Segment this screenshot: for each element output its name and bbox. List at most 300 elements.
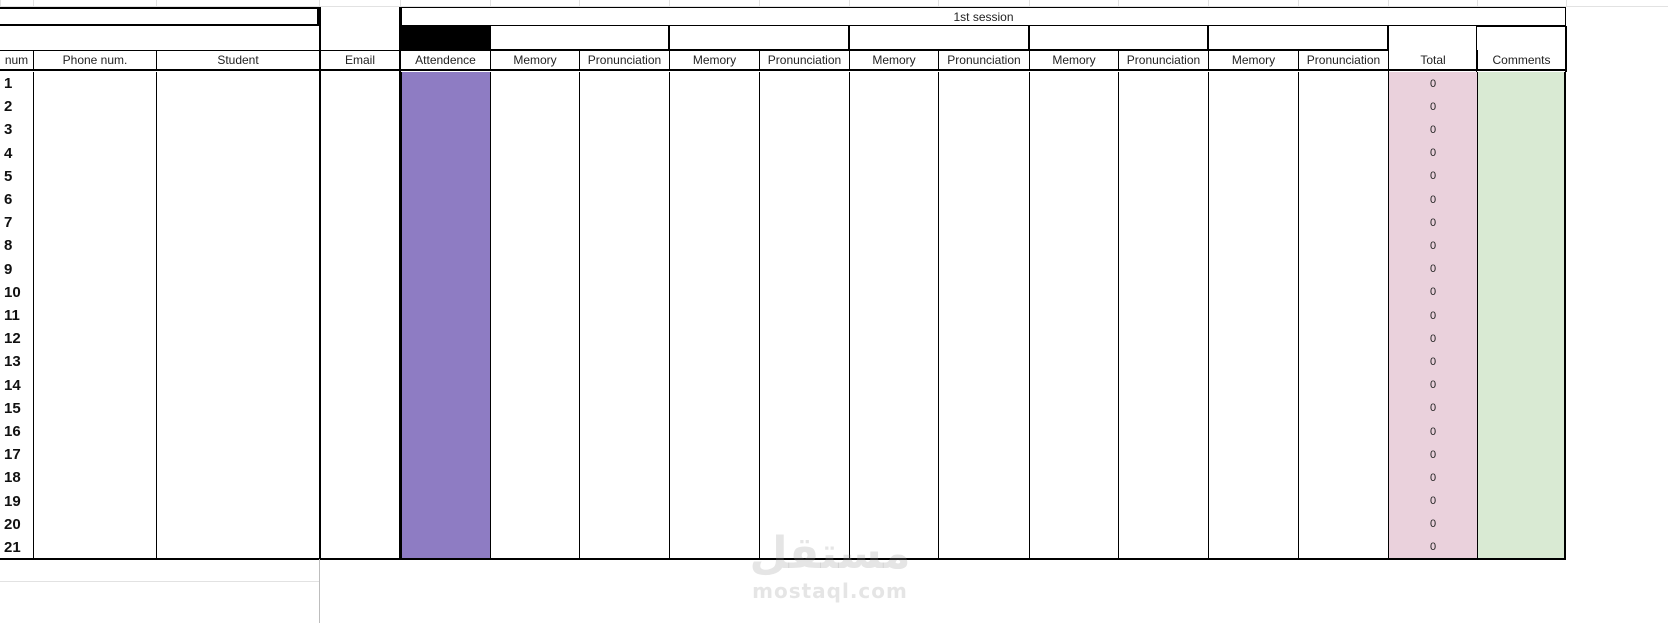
memory-cell[interactable] <box>1208 513 1298 537</box>
memory-cell[interactable] <box>1208 165 1298 189</box>
student-cell[interactable] <box>156 304 319 328</box>
pronunciation-cell[interactable] <box>579 281 669 305</box>
total-cell[interactable]: 0 <box>1388 258 1477 282</box>
memory-cell[interactable] <box>669 142 759 166</box>
memory-cell[interactable] <box>849 95 938 119</box>
pronunciation-cell[interactable] <box>1118 420 1208 444</box>
total-cell[interactable]: 0 <box>1388 165 1477 189</box>
phone-cell[interactable] <box>33 188 156 212</box>
student-cell[interactable] <box>156 420 319 444</box>
pronunciation-cell[interactable] <box>1298 118 1388 142</box>
pronunciation-cell[interactable] <box>1298 95 1388 119</box>
pronunciation-cell[interactable] <box>938 466 1029 490</box>
memory-cell[interactable] <box>669 165 759 189</box>
comments-cell[interactable] <box>1477 397 1566 421</box>
comments-cell[interactable] <box>1477 72 1566 96</box>
comments-cell[interactable] <box>1477 513 1566 537</box>
memory-cell[interactable] <box>849 420 938 444</box>
column-header-comments[interactable]: Comments <box>1477 50 1567 71</box>
pronunciation-cell[interactable] <box>1118 443 1208 467</box>
memory-cell[interactable] <box>1029 536 1118 560</box>
pronunciation-cell[interactable] <box>579 95 669 119</box>
phone-cell[interactable] <box>33 327 156 351</box>
assessment-group-header[interactable] <box>1208 26 1388 50</box>
phone-cell[interactable] <box>33 513 156 537</box>
pronunciation-cell[interactable] <box>759 211 849 235</box>
pronunciation-cell[interactable] <box>938 234 1029 258</box>
pronunciation-cell[interactable] <box>759 118 849 142</box>
student-cell[interactable] <box>156 95 319 119</box>
email-cell[interactable] <box>319 258 400 282</box>
total-cell[interactable]: 0 <box>1388 281 1477 305</box>
pronunciation-cell[interactable] <box>1118 327 1208 351</box>
column-header-pronunciation[interactable]: Pronunciation <box>1298 50 1388 71</box>
pronunciation-cell[interactable] <box>759 72 849 96</box>
attendance-cell[interactable] <box>400 327 490 351</box>
pronunciation-cell[interactable] <box>938 304 1029 328</box>
attendance-cell[interactable] <box>400 188 490 212</box>
memory-cell[interactable] <box>1208 234 1298 258</box>
total-cell[interactable]: 0 <box>1388 420 1477 444</box>
pronunciation-cell[interactable] <box>759 281 849 305</box>
attendance-cell[interactable] <box>400 165 490 189</box>
memory-cell[interactable] <box>1029 304 1118 328</box>
memory-cell[interactable] <box>490 165 579 189</box>
comments-cell[interactable] <box>1477 536 1566 560</box>
pronunciation-cell[interactable] <box>1118 397 1208 421</box>
memory-cell[interactable] <box>490 374 579 398</box>
email-cell[interactable] <box>319 513 400 537</box>
column-header-num[interactable]: num <box>0 50 33 71</box>
pronunciation-cell[interactable] <box>759 95 849 119</box>
phone-cell[interactable] <box>33 466 156 490</box>
pronunciation-cell[interactable] <box>1118 350 1208 374</box>
pronunciation-cell[interactable] <box>1118 536 1208 560</box>
pronunciation-cell[interactable] <box>1298 165 1388 189</box>
memory-cell[interactable] <box>490 513 579 537</box>
memory-cell[interactable] <box>669 188 759 212</box>
memory-cell[interactable] <box>490 466 579 490</box>
pronunciation-cell[interactable] <box>1118 188 1208 212</box>
attendance-cell[interactable] <box>400 304 490 328</box>
memory-cell[interactable] <box>1208 281 1298 305</box>
column-header-memory[interactable]: Memory <box>669 50 759 71</box>
email-cell[interactable] <box>319 490 400 514</box>
pronunciation-cell[interactable] <box>1298 490 1388 514</box>
memory-cell[interactable] <box>1208 536 1298 560</box>
total-cell[interactable]: 0 <box>1388 72 1477 96</box>
memory-cell[interactable] <box>849 188 938 212</box>
comments-cell[interactable] <box>1477 490 1566 514</box>
email-cell[interactable] <box>319 420 400 444</box>
pronunciation-cell[interactable] <box>1298 327 1388 351</box>
comments-cell[interactable] <box>1477 142 1566 166</box>
comments-cell[interactable] <box>1477 234 1566 258</box>
phone-cell[interactable] <box>33 211 156 235</box>
column-header-total[interactable]: Total <box>1388 50 1477 71</box>
pronunciation-cell[interactable] <box>759 350 849 374</box>
comments-cell[interactable] <box>1477 211 1566 235</box>
pronunciation-cell[interactable] <box>938 165 1029 189</box>
pronunciation-cell[interactable] <box>1118 258 1208 282</box>
pronunciation-cell[interactable] <box>1298 211 1388 235</box>
memory-cell[interactable] <box>1029 165 1118 189</box>
attendance-cell[interactable] <box>400 420 490 444</box>
memory-cell[interactable] <box>1208 95 1298 119</box>
memory-cell[interactable] <box>849 466 938 490</box>
memory-cell[interactable] <box>1208 188 1298 212</box>
memory-cell[interactable] <box>1029 281 1118 305</box>
student-cell[interactable] <box>156 211 319 235</box>
memory-cell[interactable] <box>490 258 579 282</box>
pronunciation-cell[interactable] <box>1118 118 1208 142</box>
memory-cell[interactable] <box>669 281 759 305</box>
attendance-cell[interactable] <box>400 443 490 467</box>
pronunciation-cell[interactable] <box>938 281 1029 305</box>
memory-cell[interactable] <box>1029 234 1118 258</box>
pronunciation-cell[interactable] <box>938 397 1029 421</box>
assessment-group-header[interactable] <box>669 26 849 50</box>
pronunciation-cell[interactable] <box>1118 281 1208 305</box>
assessment-group-header[interactable] <box>1029 26 1208 50</box>
pronunciation-cell[interactable] <box>759 397 849 421</box>
pronunciation-cell[interactable] <box>1298 281 1388 305</box>
student-cell[interactable] <box>156 258 319 282</box>
pronunciation-cell[interactable] <box>938 211 1029 235</box>
pronunciation-cell[interactable] <box>579 536 669 560</box>
memory-cell[interactable] <box>490 142 579 166</box>
memory-cell[interactable] <box>669 258 759 282</box>
attendance-cell[interactable] <box>400 490 490 514</box>
memory-cell[interactable] <box>1029 420 1118 444</box>
pronunciation-cell[interactable] <box>1298 536 1388 560</box>
pronunciation-cell[interactable] <box>938 490 1029 514</box>
pronunciation-cell[interactable] <box>1118 466 1208 490</box>
pronunciation-cell[interactable] <box>579 397 669 421</box>
student-cell[interactable] <box>156 443 319 467</box>
memory-cell[interactable] <box>669 304 759 328</box>
pronunciation-cell[interactable] <box>759 304 849 328</box>
student-cell[interactable] <box>156 536 319 560</box>
assessment-group-header[interactable] <box>490 26 669 50</box>
memory-cell[interactable] <box>490 327 579 351</box>
column-header-pronunciation[interactable]: Pronunciation <box>759 50 849 71</box>
comments-cell[interactable] <box>1477 95 1566 119</box>
email-cell[interactable] <box>319 118 400 142</box>
comments-cell[interactable] <box>1477 466 1566 490</box>
memory-cell[interactable] <box>1029 397 1118 421</box>
memory-cell[interactable] <box>1029 211 1118 235</box>
memory-cell[interactable] <box>1208 142 1298 166</box>
memory-cell[interactable] <box>1029 95 1118 119</box>
email-cell[interactable] <box>319 350 400 374</box>
pronunciation-cell[interactable] <box>1298 234 1388 258</box>
phone-cell[interactable] <box>33 304 156 328</box>
attendance-cell[interactable] <box>400 95 490 119</box>
memory-cell[interactable] <box>490 304 579 328</box>
attendance-cell[interactable] <box>400 258 490 282</box>
pronunciation-cell[interactable] <box>938 95 1029 119</box>
memory-cell[interactable] <box>1208 304 1298 328</box>
memory-cell[interactable] <box>1029 188 1118 212</box>
pronunciation-cell[interactable] <box>1118 165 1208 189</box>
pronunciation-cell[interactable] <box>579 513 669 537</box>
pronunciation-cell[interactable] <box>1298 304 1388 328</box>
pronunciation-cell[interactable] <box>579 490 669 514</box>
total-cell[interactable]: 0 <box>1388 118 1477 142</box>
student-cell[interactable] <box>156 513 319 537</box>
pronunciation-cell[interactable] <box>938 536 1029 560</box>
comments-cell[interactable] <box>1477 374 1566 398</box>
column-header-phone[interactable]: Phone num. <box>33 50 156 71</box>
memory-cell[interactable] <box>1029 443 1118 467</box>
memory-cell[interactable] <box>669 95 759 119</box>
memory-cell[interactable] <box>849 490 938 514</box>
pronunciation-cell[interactable] <box>1118 142 1208 166</box>
memory-cell[interactable] <box>1029 327 1118 351</box>
phone-cell[interactable] <box>33 72 156 96</box>
column-header-pronunciation[interactable]: Pronunciation <box>1118 50 1208 71</box>
pronunciation-cell[interactable] <box>759 234 849 258</box>
attendance-cell[interactable] <box>400 72 490 96</box>
pronunciation-cell[interactable] <box>938 258 1029 282</box>
pronunciation-cell[interactable] <box>1118 513 1208 537</box>
pronunciation-cell[interactable] <box>579 304 669 328</box>
pronunciation-cell[interactable] <box>1298 72 1388 96</box>
column-header-memory[interactable]: Memory <box>849 50 938 71</box>
pronunciation-cell[interactable] <box>1298 350 1388 374</box>
column-header-pronunciation[interactable]: Pronunciation <box>938 50 1029 71</box>
phone-cell[interactable] <box>33 118 156 142</box>
memory-cell[interactable] <box>1208 466 1298 490</box>
phone-cell[interactable] <box>33 281 156 305</box>
total-cell[interactable]: 0 <box>1388 211 1477 235</box>
pronunciation-cell[interactable] <box>938 142 1029 166</box>
comments-cell[interactable] <box>1477 258 1566 282</box>
pronunciation-cell[interactable] <box>1118 304 1208 328</box>
pronunciation-cell[interactable] <box>938 420 1029 444</box>
pronunciation-cell[interactable] <box>759 374 849 398</box>
email-cell[interactable] <box>319 397 400 421</box>
memory-cell[interactable] <box>849 350 938 374</box>
student-cell[interactable] <box>156 118 319 142</box>
pronunciation-cell[interactable] <box>759 142 849 166</box>
comments-cell[interactable] <box>1477 443 1566 467</box>
memory-cell[interactable] <box>1029 374 1118 398</box>
memory-cell[interactable] <box>669 420 759 444</box>
memory-cell[interactable] <box>849 374 938 398</box>
memory-cell[interactable] <box>1208 374 1298 398</box>
pronunciation-cell[interactable] <box>579 72 669 96</box>
memory-cell[interactable] <box>849 165 938 189</box>
student-cell[interactable] <box>156 466 319 490</box>
comments-cell[interactable] <box>1477 281 1566 305</box>
memory-cell[interactable] <box>1208 72 1298 96</box>
total-cell[interactable]: 0 <box>1388 466 1477 490</box>
pronunciation-cell[interactable] <box>579 142 669 166</box>
phone-cell[interactable] <box>33 420 156 444</box>
memory-cell[interactable] <box>1029 513 1118 537</box>
attendance-cell[interactable] <box>400 466 490 490</box>
phone-cell[interactable] <box>33 350 156 374</box>
total-cell[interactable]: 0 <box>1388 536 1477 560</box>
session-header[interactable]: 1st session <box>400 7 1566 26</box>
attendance-cell[interactable] <box>400 142 490 166</box>
total-cell[interactable]: 0 <box>1388 513 1477 537</box>
pronunciation-cell[interactable] <box>579 188 669 212</box>
phone-cell[interactable] <box>33 536 156 560</box>
memory-cell[interactable] <box>1029 490 1118 514</box>
column-header-attendance[interactable]: Attendence <box>400 50 490 71</box>
pronunciation-cell[interactable] <box>938 118 1029 142</box>
phone-cell[interactable] <box>33 95 156 119</box>
pronunciation-cell[interactable] <box>759 420 849 444</box>
pronunciation-cell[interactable] <box>579 234 669 258</box>
student-cell[interactable] <box>156 490 319 514</box>
pronunciation-cell[interactable] <box>579 327 669 351</box>
pronunciation-cell[interactable] <box>1118 211 1208 235</box>
pronunciation-cell[interactable] <box>759 490 849 514</box>
memory-cell[interactable] <box>669 443 759 467</box>
memory-cell[interactable] <box>1208 443 1298 467</box>
memory-cell[interactable] <box>669 72 759 96</box>
total-cell[interactable]: 0 <box>1388 95 1477 119</box>
pronunciation-cell[interactable] <box>1298 443 1388 467</box>
email-cell[interactable] <box>319 536 400 560</box>
pronunciation-cell[interactable] <box>579 374 669 398</box>
memory-cell[interactable] <box>849 304 938 328</box>
pronunciation-cell[interactable] <box>938 513 1029 537</box>
pronunciation-cell[interactable] <box>579 443 669 467</box>
email-cell[interactable] <box>319 211 400 235</box>
memory-cell[interactable] <box>849 397 938 421</box>
comments-cell[interactable] <box>1477 188 1566 212</box>
phone-cell[interactable] <box>33 397 156 421</box>
pronunciation-cell[interactable] <box>938 72 1029 96</box>
comments-cell[interactable] <box>1477 165 1566 189</box>
pronunciation-cell[interactable] <box>1118 95 1208 119</box>
pronunciation-cell[interactable] <box>1118 490 1208 514</box>
memory-cell[interactable] <box>669 234 759 258</box>
student-cell[interactable] <box>156 374 319 398</box>
memory-cell[interactable] <box>490 234 579 258</box>
memory-cell[interactable] <box>490 118 579 142</box>
memory-cell[interactable] <box>1208 420 1298 444</box>
pronunciation-cell[interactable] <box>1298 420 1388 444</box>
student-cell[interactable] <box>156 165 319 189</box>
memory-cell[interactable] <box>1208 490 1298 514</box>
email-cell[interactable] <box>319 95 400 119</box>
pronunciation-cell[interactable] <box>579 258 669 282</box>
email-cell[interactable] <box>319 165 400 189</box>
student-cell[interactable] <box>156 350 319 374</box>
column-header-memory[interactable]: Memory <box>1029 50 1118 71</box>
phone-cell[interactable] <box>33 142 156 166</box>
total-cell[interactable]: 0 <box>1388 397 1477 421</box>
email-cell[interactable] <box>319 188 400 212</box>
pronunciation-cell[interactable] <box>1298 513 1388 537</box>
pronunciation-cell[interactable] <box>1298 466 1388 490</box>
pronunciation-cell[interactable] <box>759 443 849 467</box>
memory-cell[interactable] <box>1029 350 1118 374</box>
email-cell[interactable] <box>319 443 400 467</box>
memory-cell[interactable] <box>490 490 579 514</box>
comments-cell[interactable] <box>1477 304 1566 328</box>
memory-cell[interactable] <box>1208 211 1298 235</box>
phone-cell[interactable] <box>33 165 156 189</box>
pronunciation-cell[interactable] <box>1118 374 1208 398</box>
comments-cell[interactable] <box>1477 118 1566 142</box>
student-cell[interactable] <box>156 327 319 351</box>
pronunciation-cell[interactable] <box>938 327 1029 351</box>
column-header-email[interactable]: Email <box>319 50 400 71</box>
student-cell[interactable] <box>156 142 319 166</box>
pronunciation-cell[interactable] <box>579 165 669 189</box>
memory-cell[interactable] <box>669 397 759 421</box>
phone-cell[interactable] <box>33 443 156 467</box>
comments-cell[interactable] <box>1477 327 1566 351</box>
memory-cell[interactable] <box>1029 258 1118 282</box>
pronunciation-cell[interactable] <box>1118 234 1208 258</box>
memory-cell[interactable] <box>1208 397 1298 421</box>
memory-cell[interactable] <box>1029 72 1118 96</box>
memory-cell[interactable] <box>1208 118 1298 142</box>
email-cell[interactable] <box>319 281 400 305</box>
email-cell[interactable] <box>319 234 400 258</box>
attendance-cell[interactable] <box>400 281 490 305</box>
pronunciation-cell[interactable] <box>938 188 1029 212</box>
student-cell[interactable] <box>156 234 319 258</box>
student-cell[interactable] <box>156 188 319 212</box>
total-cell[interactable]: 0 <box>1388 443 1477 467</box>
column-header-memory[interactable]: Memory <box>1208 50 1298 71</box>
pronunciation-cell[interactable] <box>579 420 669 444</box>
memory-cell[interactable] <box>849 142 938 166</box>
total-cell[interactable]: 0 <box>1388 350 1477 374</box>
attendance-cell[interactable] <box>400 118 490 142</box>
pronunciation-cell[interactable] <box>579 350 669 374</box>
memory-cell[interactable] <box>1208 327 1298 351</box>
email-cell[interactable] <box>319 142 400 166</box>
pronunciation-cell[interactable] <box>759 466 849 490</box>
total-cell[interactable]: 0 <box>1388 304 1477 328</box>
attendance-cell[interactable] <box>400 397 490 421</box>
student-cell[interactable] <box>156 397 319 421</box>
comments-cell[interactable] <box>1477 350 1566 374</box>
phone-cell[interactable] <box>33 374 156 398</box>
pronunciation-cell[interactable] <box>759 188 849 212</box>
memory-cell[interactable] <box>490 536 579 560</box>
memory-cell[interactable] <box>669 118 759 142</box>
pronunciation-cell[interactable] <box>1298 188 1388 212</box>
pronunciation-cell[interactable] <box>579 211 669 235</box>
memory-cell[interactable] <box>849 72 938 96</box>
phone-cell[interactable] <box>33 258 156 282</box>
memory-cell[interactable] <box>490 188 579 212</box>
memory-cell[interactable] <box>669 211 759 235</box>
memory-cell[interactable] <box>1029 142 1118 166</box>
pronunciation-cell[interactable] <box>938 350 1029 374</box>
memory-cell[interactable] <box>669 490 759 514</box>
memory-cell[interactable] <box>669 466 759 490</box>
pronunciation-cell[interactable] <box>1118 72 1208 96</box>
pronunciation-cell[interactable] <box>938 443 1029 467</box>
pronunciation-cell[interactable] <box>938 374 1029 398</box>
pronunciation-cell[interactable] <box>579 118 669 142</box>
pronunciation-cell[interactable] <box>759 258 849 282</box>
memory-cell[interactable] <box>490 397 579 421</box>
memory-cell[interactable] <box>669 374 759 398</box>
